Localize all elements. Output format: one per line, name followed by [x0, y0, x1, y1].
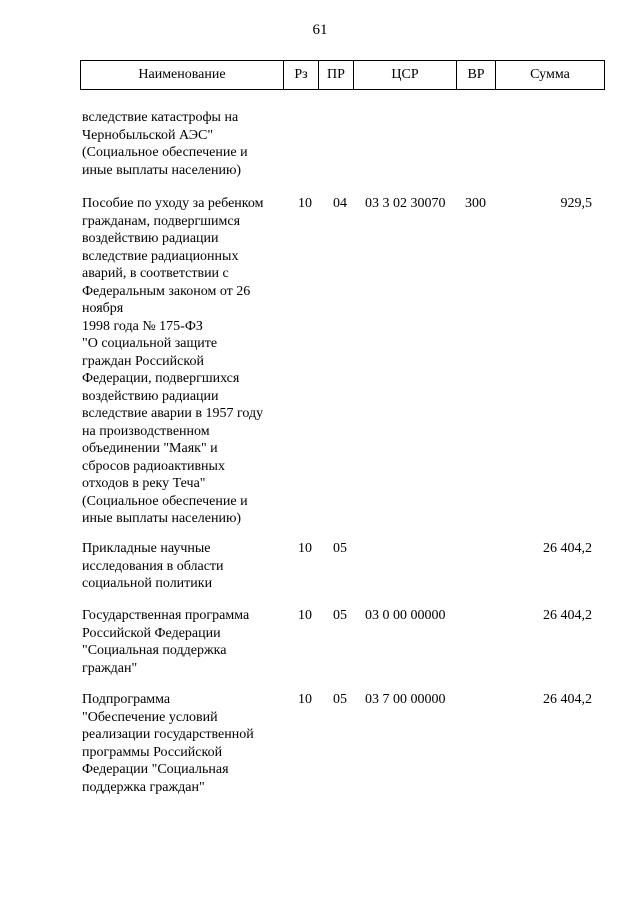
- row-name: Государственная программа Российской Федерации "Социальная поддержка граждан": [82, 608, 250, 676]
- row-sum: 929,5: [560, 196, 592, 211]
- header-vr: ВР: [457, 61, 496, 90]
- header-rz: Рз: [284, 61, 319, 90]
- row-csr: 03 0 00 00000: [365, 608, 446, 623]
- row-sum: 26 404,2: [543, 608, 592, 623]
- row-pr: 05: [333, 608, 347, 623]
- row-rz: 10: [298, 692, 312, 707]
- row-csr: 03 3 02 30070: [365, 196, 446, 211]
- header-name: Наименование: [81, 61, 284, 90]
- row-name: Пособие по уходу за ребенком гражданам, подвергшимся воздействию радиации вследствие радиационных аварий, в соответствии с Федеральным законом от 26 ноября 1998 года № 175-ФЗ "О социальной защите граждан Российской Федерации, подвергшихся воздействию радиации вследствие аварии в 1957 году на производственном объединении "Маяк" и сбросов радиоактивных отходов в реку Теча" (Социальное обеспечение и иные выплаты населению): [82, 196, 264, 526]
- row-pr: 04: [333, 196, 347, 211]
- row-pr: 05: [333, 692, 347, 707]
- table-header: [80, 60, 605, 90]
- header-row: [81, 61, 605, 90]
- header-pr: ПР: [319, 61, 354, 90]
- row-name: Подпрограмма "Обеспечение условий реализации государственной программы Российской Федерации "Социальная поддержка граждан": [82, 692, 254, 795]
- row-rz: 10: [298, 608, 312, 623]
- row-sum: 26 404,2: [543, 692, 592, 707]
- page-number: 61: [312, 22, 328, 38]
- row-rz: 10: [298, 541, 312, 556]
- row-vr: 300: [465, 196, 486, 211]
- row-name: вследствие катастрофы на Чернобыльской АЭС" (Социальное обеспечение и иные выплаты населению): [82, 110, 248, 178]
- row-sum: 26 404,2: [543, 541, 592, 556]
- row-csr: 03 7 00 00000: [365, 692, 446, 707]
- header-sum: Сумма: [496, 61, 605, 90]
- header-csr: ЦСР: [354, 61, 457, 90]
- row-rz: 10: [298, 196, 312, 211]
- row-pr: 05: [333, 541, 347, 556]
- row-name: Прикладные научные исследования в области социальной политики: [82, 541, 224, 591]
